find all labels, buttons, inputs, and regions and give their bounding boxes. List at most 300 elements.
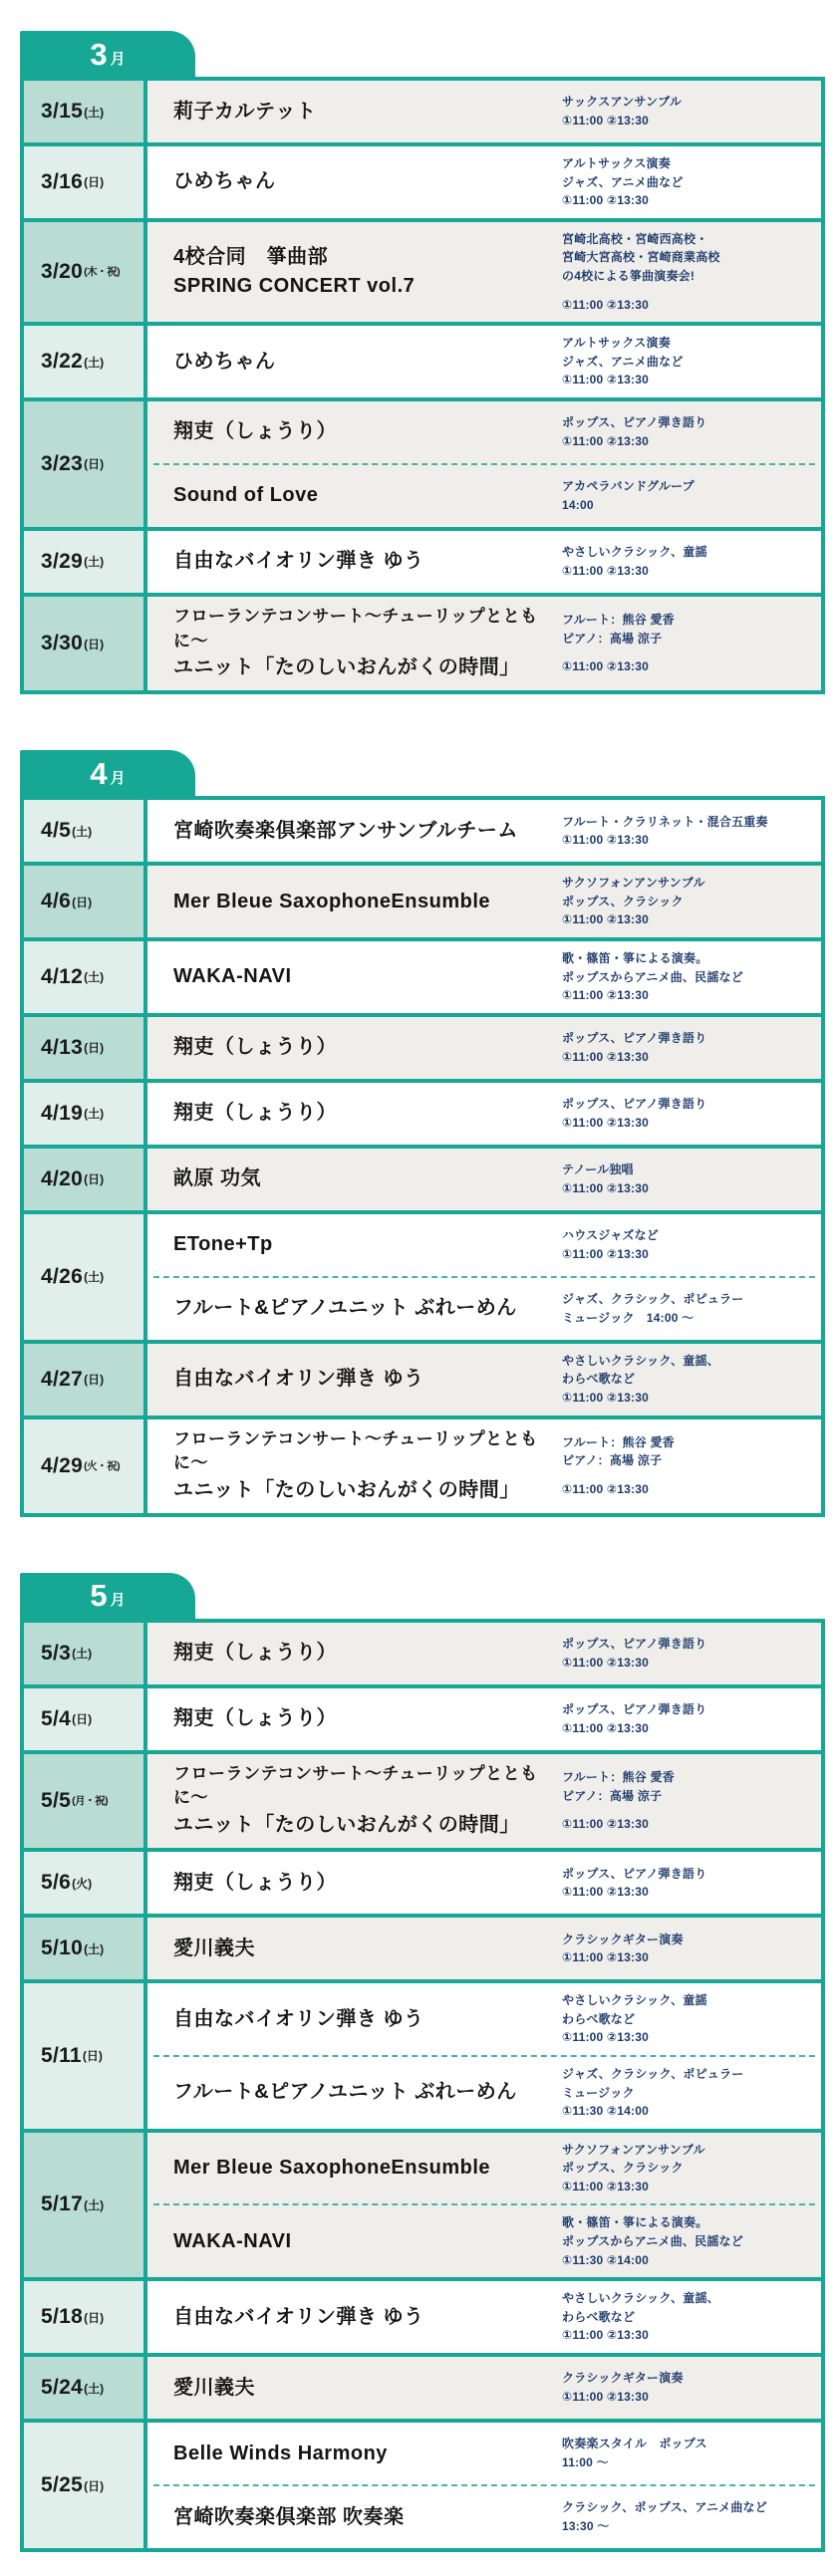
act-row — [147, 465, 821, 527]
schedule-table — [20, 1619, 825, 2552]
schedule-row — [24, 142, 821, 218]
event-name-line: 翔吏（しょうり） — [173, 1036, 337, 1059]
event-detail-line: ハウスジャズなど — [562, 1228, 660, 1243]
date-label: 4/29 — [41, 1453, 84, 1477]
event-detail-line: ①11:00 ②13:30 — [562, 1115, 649, 1130]
date-label: 3/16 — [41, 169, 84, 193]
date-label: 5/25 — [41, 2473, 84, 2497]
detail-spacer — [562, 647, 813, 657]
event-detail-line: ①11:30 ②14:00 — [562, 2104, 649, 2119]
schedule-row — [24, 2353, 821, 2419]
date-label: 5/4 — [41, 1706, 72, 1730]
schedule-row — [24, 1750, 821, 1848]
event-name-line: 自由なバイオリン弾き ゆう — [173, 2007, 424, 2030]
schedule-row — [24, 322, 821, 397]
event-detail-line: ポップス、ピアノ弾き語り — [562, 1097, 707, 1112]
event-detail-line: ①11:00 ②13:30 — [562, 833, 649, 848]
event-details — [562, 2369, 813, 2406]
event-name — [173, 2154, 562, 2183]
schedule-table — [20, 796, 825, 1517]
event-detail-line: テノール独唱 — [562, 1162, 634, 1177]
weekday-label: (火・祝) — [84, 1460, 121, 1473]
date-cell — [24, 531, 147, 593]
event-detail-line: ポップス、ピアノ弾き語り — [562, 1866, 707, 1881]
event-detail-line: ポップス、ピアノ弾き語り — [562, 1031, 707, 1046]
acts-cell — [147, 81, 821, 142]
event-name-line: Mer Bleue SaxophoneEnsumble — [173, 2157, 491, 2180]
weekday-label: (日) — [84, 1373, 105, 1388]
acts-cell — [147, 941, 821, 1013]
event-name-line: 宮崎吹奏楽倶楽部 吹奏楽 — [173, 2505, 405, 2528]
event-detail-line: 13:30 ～ — [562, 2519, 610, 2534]
act-row — [147, 1623, 821, 1684]
date-label: 3/20 — [41, 259, 84, 283]
acts-cell — [147, 1017, 821, 1079]
acts-cell — [147, 2133, 821, 2278]
event-detail-line: 宮崎北高校・宮崎西高校・ — [562, 231, 708, 246]
schedule-row — [24, 527, 821, 593]
schedule-row — [24, 862, 821, 937]
event-details — [562, 1029, 813, 1066]
schedule-row — [24, 1145, 821, 1210]
acts-cell — [147, 1852, 821, 1914]
event-name-line: Belle Winds Harmony — [173, 2442, 388, 2464]
event-name — [173, 1427, 562, 1505]
acts-cell — [147, 1214, 821, 1340]
detail-spacer — [562, 1470, 813, 1480]
event-detail-line: やさしいクラシック、童謡 — [562, 545, 707, 560]
weekday-label: (日) — [84, 637, 105, 651]
schedule-row — [24, 1914, 821, 1979]
acts-cell — [147, 1623, 821, 1684]
schedule-row — [24, 1979, 821, 2129]
event-details — [562, 1768, 813, 1834]
act-row — [147, 146, 821, 218]
event-details — [562, 949, 813, 1005]
acts-cell — [147, 1344, 821, 1416]
schedule-row — [24, 1340, 821, 1416]
schedule-row — [24, 1623, 821, 1684]
acts-cell — [147, 2423, 821, 2548]
event-name — [173, 1033, 562, 1062]
event-detail-line: ①11:00 ②13:30 — [562, 2390, 649, 2405]
acts-cell — [147, 1983, 821, 2129]
event-detail-line: ①11:00 ②13:30 — [562, 988, 649, 1003]
date-cell — [24, 1754, 147, 1848]
act-row — [147, 2281, 821, 2353]
event-detail-line: ピアノ：高場 涼子 — [562, 1788, 663, 1803]
date-cell — [24, 2423, 147, 2548]
date-cell — [24, 1419, 147, 1513]
event-detail-line: わらべ歌など — [562, 2011, 636, 2026]
event-detail-line: ミュージック 14:00 ～ — [562, 1310, 695, 1325]
act-row — [147, 1278, 821, 1340]
event-detail-line: ポップスからアニメ曲、民謡など — [562, 2234, 743, 2249]
date-cell — [24, 800, 147, 862]
event-name-line: 莉子カルテット — [173, 100, 317, 123]
date-label: 5/5 — [41, 1788, 72, 1812]
act-row — [147, 1918, 821, 1979]
date-label: 3/29 — [41, 549, 84, 573]
month-unit-label: 月 — [110, 50, 126, 68]
schedule-row — [24, 1684, 821, 1750]
event-name — [173, 98, 562, 127]
act-row — [147, 2205, 821, 2277]
schedule-row — [24, 2277, 821, 2353]
date-cell — [24, 1083, 147, 1145]
date-cell — [24, 1149, 147, 1210]
event-name-line: ETone+Tp — [173, 1233, 273, 1256]
event-detail-line: ポップス、ピアノ弾き語り — [562, 1637, 707, 1652]
date-label: 4/12 — [41, 964, 84, 988]
date-cell — [24, 1623, 147, 1684]
event-name-line: 翔吏（しょうり） — [173, 420, 337, 443]
month-section — [20, 750, 825, 1517]
event-detail-line: フルート・クラリネット・混合五重奏 — [562, 814, 768, 829]
event-detail-line: 11:00 ～ — [562, 2455, 609, 2470]
event-name-line: 翔吏（しょうり） — [173, 1642, 337, 1665]
weekday-label: (土) — [84, 105, 105, 120]
act-row — [147, 2486, 821, 2548]
event-detail-line: ①11:00 ②13:30 — [562, 1655, 649, 1670]
month-number-label: 4 — [90, 755, 108, 791]
date-label: 3/22 — [41, 350, 84, 374]
act-row — [147, 531, 821, 593]
act-row — [147, 941, 821, 1013]
event-details — [562, 543, 813, 580]
event-name-line: ユニット「たのしいおんがくの時間」 — [173, 1814, 520, 1837]
event-detail-line: ①11:00 ②13:30 — [562, 1246, 649, 1261]
event-name-line: フローランテコンサート～チューリップとともに～ — [173, 606, 538, 650]
event-details — [562, 1290, 813, 1327]
event-details — [562, 93, 813, 129]
event-name-line: 自由なバイオリン弾き ゆう — [173, 1368, 424, 1391]
event-detail-line: ①11:00 ②13:30 — [562, 1720, 649, 1735]
event-name-line: ひめちゃん — [173, 170, 276, 193]
date-cell — [24, 1017, 147, 1079]
act-row — [147, 1344, 821, 1416]
acts-cell — [147, 401, 821, 527]
event-details — [562, 874, 813, 929]
event-details — [562, 1991, 813, 2047]
event-name — [173, 2078, 562, 2107]
schedule-row — [24, 1013, 821, 1079]
event-detail-line: ①11:00 ②13:30 — [562, 373, 649, 387]
act-row — [147, 2357, 821, 2419]
schedule-row — [24, 937, 821, 1013]
event-name-line: フルート&ピアノユニット ぶれーめん — [173, 1297, 517, 1320]
weekday-label: (木・祝) — [84, 266, 121, 279]
event-detail-line: 歌・篠笛・箏による演奏。 — [562, 951, 708, 965]
date-cell — [24, 326, 147, 397]
event-detail-line: ジャズ、アニメ曲など — [562, 354, 684, 369]
event-name — [173, 888, 562, 916]
acts-cell — [147, 1754, 821, 1848]
event-details — [562, 2065, 813, 2121]
event-detail-line: ①11:00 ②13:30 — [562, 193, 649, 208]
event-detail-line: ①11:00 ②13:30 — [562, 1950, 649, 1965]
schedule-table — [20, 77, 825, 694]
weekday-label: (日) — [84, 1172, 105, 1187]
event-detail-line: フルート：熊谷 愛香 — [562, 1434, 675, 1449]
event-name — [173, 2227, 562, 2256]
weekday-label: (日) — [84, 457, 105, 472]
weekday-label: (土) — [84, 1270, 105, 1285]
event-detail-line: アルトサックス演奏 — [562, 156, 671, 170]
event-details — [562, 1931, 813, 1967]
weekday-label: (火) — [72, 1876, 93, 1891]
event-name-line: 翔吏（しょうり） — [173, 1102, 337, 1125]
event-detail-line: ①11:30 ②14:00 — [562, 2252, 649, 2267]
schedule-row — [24, 1079, 821, 1145]
event-name — [173, 1639, 562, 1668]
event-details — [562, 2289, 813, 2345]
act-row — [147, 1688, 821, 1750]
act-row — [147, 401, 821, 463]
event-detail-line: サクソフォンアンサンブル — [562, 2142, 705, 2157]
event-name-line: ひめちゃん — [173, 350, 276, 373]
act-row — [147, 326, 821, 397]
date-label: 3/15 — [41, 100, 84, 123]
event-name — [173, 1704, 562, 1733]
date-label: 5/17 — [41, 2192, 84, 2216]
schedule-row — [24, 1416, 821, 1513]
event-details — [562, 1700, 813, 1737]
event-details — [562, 2141, 813, 2196]
month-section — [20, 31, 825, 694]
event-name — [173, 2005, 562, 2034]
event-name — [173, 547, 562, 576]
act-row — [147, 1852, 821, 1914]
acts-cell — [147, 1083, 821, 1145]
event-detail-line: ①11:00 ②13:30 — [562, 1885, 649, 1900]
event-name-line: WAKA-NAVI — [173, 2229, 292, 2252]
schedule-row — [24, 2129, 821, 2278]
event-details — [562, 1226, 813, 1263]
event-detail-line: わらべ歌など — [562, 1372, 636, 1387]
schedule-row — [24, 1210, 821, 1340]
event-details — [562, 230, 813, 314]
event-detail-line: ポップス、クラシック — [562, 2161, 684, 2176]
date-cell — [24, 401, 147, 527]
event-name-line: 翔吏（しょうり） — [173, 1871, 337, 1894]
event-name-line: Mer Bleue SaxophoneEnsumble — [173, 890, 491, 912]
act-row — [147, 222, 821, 322]
acts-cell — [147, 597, 821, 690]
event-detail-line: ①11:00 ②13:30 — [562, 2179, 649, 2193]
weekday-label: (月・祝) — [72, 1795, 109, 1808]
event-name — [173, 2374, 562, 2403]
event-name-line: 愛川義夫 — [173, 1936, 255, 1959]
acts-cell — [147, 1688, 821, 1750]
acts-cell — [147, 222, 821, 322]
weekday-label: (日) — [84, 175, 105, 190]
acts-cell — [147, 1419, 821, 1513]
weekday-label: (土) — [84, 2197, 105, 2212]
event-name — [173, 605, 562, 682]
schedule-row — [24, 800, 821, 862]
act-row — [147, 597, 821, 690]
month-tab — [20, 31, 195, 77]
event-name-line: 翔吏（しょうり） — [173, 1707, 337, 1730]
act-row — [147, 2133, 821, 2204]
event-name-line: SPRING CONCERT vol.7 — [173, 274, 416, 297]
schedule-row — [24, 218, 821, 322]
event-detail-line: ①11:00 ②13:30 — [562, 659, 649, 674]
event-name-line: 自由なバイオリン弾き ゆう — [173, 550, 424, 573]
event-details — [562, 1095, 813, 1132]
date-label: 5/24 — [41, 2376, 84, 2400]
event-name-line: 愛川義夫 — [173, 2376, 255, 2399]
event-name — [173, 817, 562, 846]
event-detail-line: ①11:00 ②13:30 — [562, 297, 649, 312]
date-cell — [24, 1214, 147, 1340]
event-detail-line: ①11:00 ②13:30 — [562, 563, 649, 578]
event-details — [562, 1865, 813, 1902]
event-detail-line: ピアノ：高場 涼子 — [562, 631, 663, 645]
event-detail-line: ポップス、ピアノ弾き語り — [562, 415, 707, 430]
event-detail-line: 14:00 — [562, 497, 594, 512]
act-row — [147, 1419, 821, 1513]
acts-cell — [147, 146, 821, 218]
event-detail-line: ①11:00 ②13:30 — [562, 1049, 649, 1064]
date-label: 3/30 — [41, 632, 84, 655]
event-detail-line: ポップスからアニメ曲、民謡など — [562, 969, 743, 984]
event-name — [173, 348, 562, 377]
event-name-line: 宮崎吹奏楽倶楽部アンサンブルチーム — [173, 819, 518, 842]
event-details — [562, 413, 813, 450]
date-cell — [24, 2281, 147, 2353]
event-detail-line: ①11:00 ②13:30 — [562, 2328, 649, 2343]
event-name — [173, 1762, 562, 1840]
date-cell — [24, 1852, 147, 1914]
event-detail-line: ①11:00 ②13:30 — [562, 2030, 649, 2045]
event-detail-line: アカペラバンドグループ — [562, 479, 695, 494]
act-row — [147, 2423, 821, 2484]
event-name-line: フローランテコンサート～チューリップとともに～ — [173, 1428, 538, 1473]
date-cell — [24, 597, 147, 690]
event-detail-line: サックスアンサンブル — [562, 95, 683, 110]
event-name — [173, 962, 562, 991]
acts-cell — [147, 800, 821, 862]
date-cell — [24, 1344, 147, 1416]
event-details — [562, 477, 813, 514]
weekday-label: (土) — [72, 824, 93, 839]
weekday-label: (土) — [84, 355, 105, 370]
date-cell — [24, 2133, 147, 2278]
event-name-line: Sound of Love — [173, 484, 319, 507]
acts-cell — [147, 1149, 821, 1210]
date-label: 4/6 — [41, 890, 72, 913]
event-details — [562, 1433, 813, 1499]
event-details — [562, 2213, 813, 2269]
date-label: 3/23 — [41, 451, 84, 475]
event-name-line: フローランテコンサート～チューリップとともに～ — [173, 1763, 538, 1808]
event-name — [173, 1934, 562, 1963]
act-row — [147, 1083, 821, 1145]
event-name — [173, 167, 562, 196]
weekday-label: (土) — [84, 970, 105, 985]
weekday-label: (日) — [72, 895, 93, 909]
event-name-line: WAKA-NAVI — [173, 965, 292, 988]
date-label: 5/18 — [41, 2305, 84, 2329]
event-name-line: 自由なバイオリン弾き ゆう — [173, 2305, 424, 2328]
event-name — [173, 1869, 562, 1898]
event-detail-line: クラシックギター演奏 — [562, 2371, 684, 2386]
event-detail-line: サクソフォンアンサンブル — [562, 876, 705, 891]
act-row — [147, 1983, 821, 2055]
act-row — [147, 1214, 821, 1276]
act-row — [147, 800, 821, 862]
event-detail-line: 歌・篠笛・箏による演奏。 — [562, 2215, 708, 2230]
acts-cell — [147, 866, 821, 937]
act-row — [147, 2057, 821, 2129]
event-detail-line: ①11:00 ②13:30 — [562, 433, 649, 448]
date-cell — [24, 1983, 147, 2129]
event-name — [173, 481, 562, 510]
weekday-label: (土) — [84, 555, 105, 570]
schedule-row — [24, 81, 821, 142]
event-detail-line: ミュージック — [562, 2085, 635, 2100]
event-detail-line: 宮崎大宮高校・宮崎商業高校 — [562, 250, 720, 265]
acts-cell — [147, 326, 821, 397]
event-detail-line: わらべ歌など — [562, 2309, 636, 2324]
date-label: 4/5 — [41, 819, 72, 843]
act-row — [147, 866, 821, 937]
detail-spacer — [562, 1805, 813, 1815]
weekday-label: (土) — [84, 1941, 105, 1956]
event-details — [562, 1160, 813, 1197]
schedule-row — [24, 593, 821, 690]
event-detail-line: やさしいクラシック、童謡、 — [562, 2291, 719, 2306]
month-tab — [20, 1573, 195, 1619]
date-label: 5/11 — [41, 2043, 82, 2067]
event-name — [173, 1099, 562, 1128]
event-name — [173, 1164, 562, 1193]
event-name-line: フルート&ピアノユニット ぶれーめん — [173, 2081, 517, 2104]
date-cell — [24, 866, 147, 937]
date-label: 5/10 — [41, 1936, 84, 1960]
acts-cell — [147, 1918, 821, 1979]
schedule-row — [24, 1848, 821, 1914]
event-detail-line: フルート：熊谷 愛香 — [562, 1770, 675, 1785]
acts-cell — [147, 2357, 821, 2419]
detail-spacer — [562, 286, 813, 296]
month-number-label: 5 — [90, 1578, 108, 1614]
event-name-line: ユニット「たのしいおんがくの時間」 — [173, 656, 520, 679]
act-row — [147, 1754, 821, 1848]
date-cell — [24, 1918, 147, 1979]
event-details — [562, 611, 813, 676]
event-detail-line: ジャズ、アニメ曲など — [562, 174, 684, 189]
month-unit-label: 月 — [110, 769, 126, 787]
event-detail-line: フルート：熊谷 愛香 — [562, 613, 675, 628]
event-name — [173, 1365, 562, 1394]
event-detail-line: ジャズ、クラシック、ポピュラー — [562, 2066, 744, 2081]
event-detail-line: ①11:00 ②13:30 — [562, 912, 649, 927]
event-details — [562, 2435, 813, 2471]
date-label: 4/13 — [41, 1035, 84, 1059]
schedule-row — [24, 397, 821, 527]
event-name — [173, 243, 562, 301]
date-cell — [24, 2357, 147, 2419]
date-cell — [24, 222, 147, 322]
event-detail-line: クラシック、ポップス、アニメ曲など — [562, 2500, 767, 2515]
date-cell — [24, 146, 147, 218]
date-label: 4/27 — [41, 1367, 84, 1391]
event-name — [173, 2303, 562, 2332]
event-details — [562, 1352, 813, 1408]
